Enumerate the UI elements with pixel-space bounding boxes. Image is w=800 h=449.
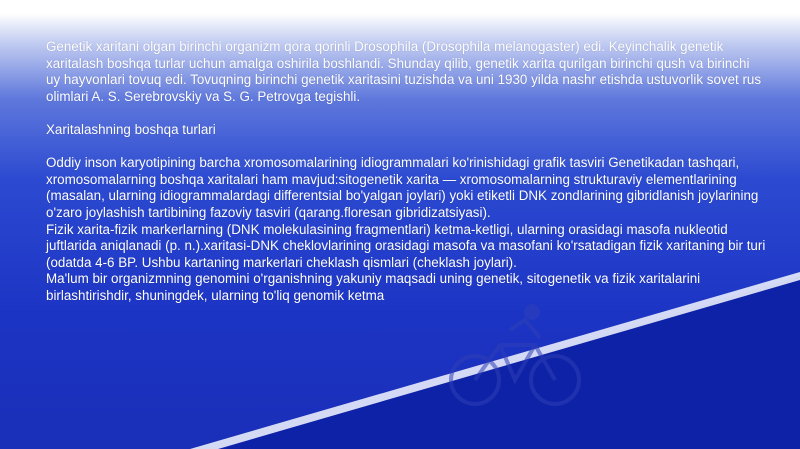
- cyclist-watermark-icon: [440, 300, 590, 420]
- intro-paragraph: Genetik xaritani olgan birinchi organizm qora qorinli Drosophila (Drosophila melanogaster) edi. Keyinchalik genetik xaritalash boshqa turlar uchun amalga oshirila boshlandi. Shunday qilib, genetik xarita qurilgan birinchi qush va birinchi uy hayvonlari tovuq edi. Tovuqning birinchi genetik xaritasini tuzishda va uni 1930 yilda nashr etishda ustuvorlik sovet rus olimlari A. S. Serebrovskiy va S. G. Petrovga tegishli.: [46, 39, 762, 104]
- spacer: [46, 105, 766, 122]
- section-heading: Xaritalashning boshqa turlari: [46, 121, 216, 137]
- slide-text: [46, 39, 766, 305]
- physical-map-paragraph: Fizik xarita-fizik markerlarning (DNK molekulasining fragmentlari) ketma-ketligi, ularning orasidagi masofa nukleotid juftlarida aniqlanadi (p. n.).xaritasi-DNK cheklovlarining orasidagi masofa va masofani ko'rsatadigan fizik xaritaning bir turi (odatda 4-6 BP. Ushbu kartaning markerlari cheklash qismlari (cheklash joylari).: [46, 221, 766, 270]
- conclusion-paragraph: Ma'lum bir organizmning genomini o'rganishning yakuniy maqsadi uning genetik, sitogenetik va fizik xaritalarini birlashtirishdir, shuningdek, ularning to'liq genomik ketma: [46, 271, 701, 303]
- spacer: [46, 139, 766, 156]
- cytogenetic-map-paragraph: Oddiy inson karyotipining barcha xromosomalarining idiogrammalari ko'rinishidagi grafik tasviri Genetikadan tashqari, xromosomalarning boshqa xaritalari ham mavjud:sitogenetik xarita — xromosomalarning strukturaviy elementlarining (masalan, ularning idiogrammalardagi differentsial bo'yalgan joylari) yoki etiketli DNK zondlarining gibridlanish joylarining o'zaro joylashish tartibining fazoviy tasviri (qarang.floresan gibridizatsiyasi).: [46, 155, 759, 220]
